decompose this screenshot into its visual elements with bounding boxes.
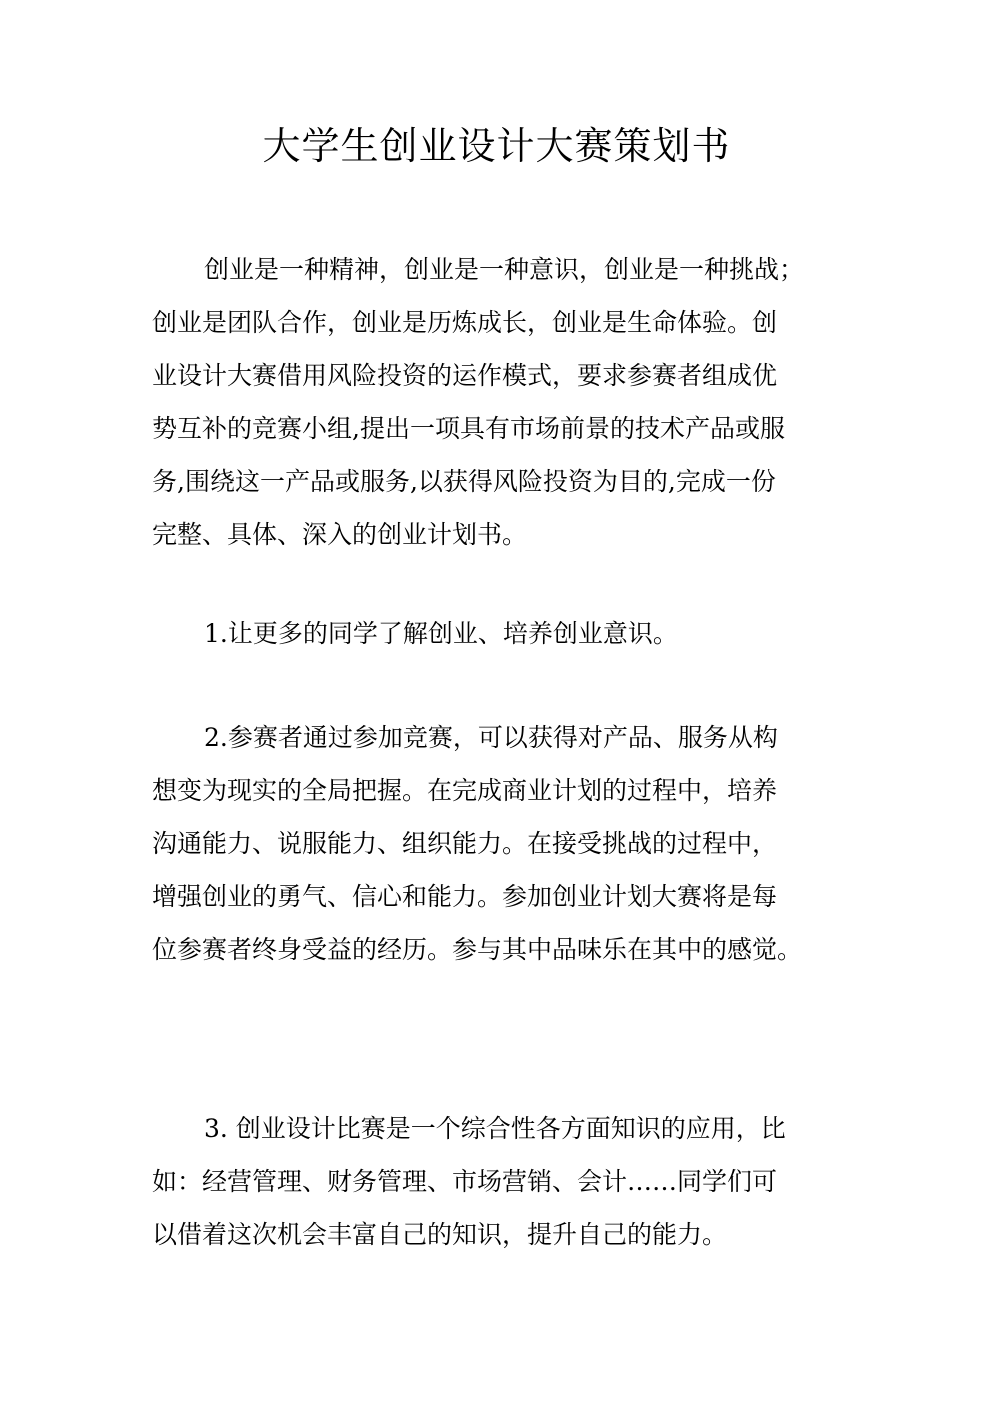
paragraph-line: 业设计大赛借用风险投资的运作模式，要求参赛者组成优 bbox=[152, 361, 778, 390]
paragraph-line: 完整、具体、深入的创业计划书。 bbox=[152, 520, 528, 549]
paragraph-line: 如：经营管理、财务管理、市场营销、会计……同学们可 bbox=[152, 1167, 778, 1196]
objective-item-1 bbox=[152, 607, 836, 660]
paragraph-line: 2.参赛者通过参加竞赛，可以获得对产品、服务从构 bbox=[204, 723, 778, 752]
paragraph-line: 务,围绕这一产品或服务,以获得风险投资为目的,完成一份 bbox=[152, 467, 776, 496]
paragraph-line: 想变为现实的全局把握。在完成商业计划的过程中，培养 bbox=[152, 776, 778, 805]
intro-paragraph bbox=[152, 243, 836, 561]
paragraph-line: 以借着这次机会丰富自己的知识，提升自己的能力。 bbox=[152, 1220, 728, 1249]
paragraph-line: 增强创业的勇气、信心和能力。参加创业计划大赛将是每 bbox=[152, 882, 778, 911]
paragraph-line: 位参赛者终身受益的经历。参与其中品味乐在其中的感觉。 bbox=[152, 935, 803, 964]
objective-item-3 bbox=[152, 1102, 836, 1261]
paragraph-line: 创业是一种精神，创业是一种意识，创业是一种挑战； bbox=[204, 255, 805, 284]
objective-item-2 bbox=[152, 711, 836, 976]
paragraph-line: 1.让更多的同学了解创业、培养创业意识。 bbox=[204, 619, 678, 648]
paragraph-line: 创业是团队合作，创业是历炼成长，创业是生命体验。创 bbox=[152, 308, 778, 337]
paragraph-line: 3. 创业设计比赛是一个综合性各方面知识的应用，比 bbox=[204, 1114, 786, 1143]
paragraph-line: 沟通能力、说服能力、组织能力。在接受挑战的过程中， bbox=[152, 829, 778, 858]
document-title: 大学生创业设计大赛策划书 bbox=[262, 124, 731, 168]
paragraph-line: 势互补的竞赛小组,提出一项具有市场前景的技术产品或服 bbox=[152, 414, 785, 443]
